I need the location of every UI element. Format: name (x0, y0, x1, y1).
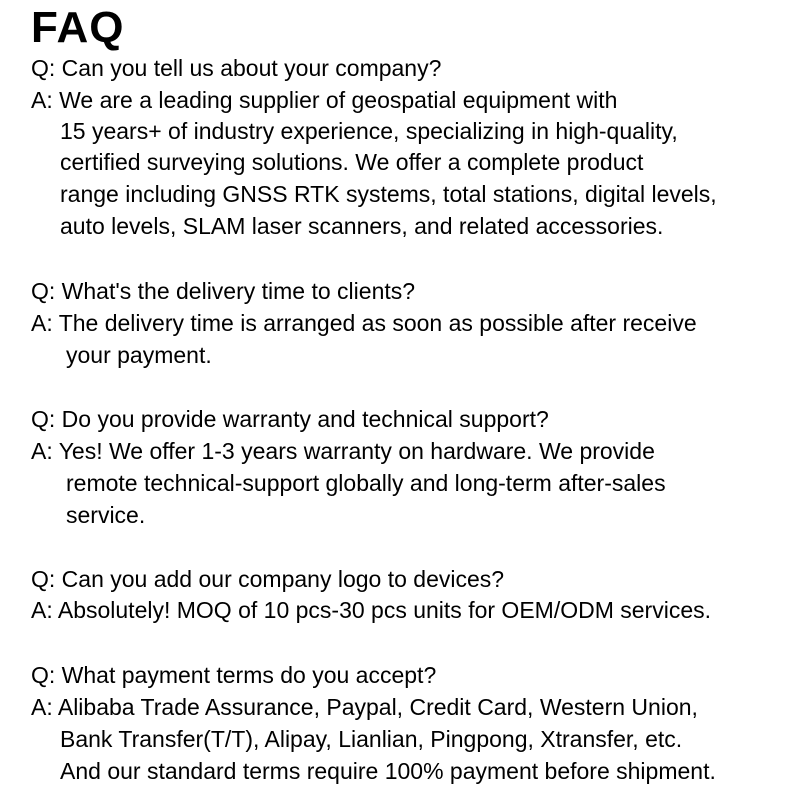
faq-answer-delivery-line: your payment. (66, 342, 212, 368)
faq-answer-delivery-line: A: The delivery time is arranged as soon as possible after receive (31, 310, 697, 336)
faq-question-logo: Q: Can you add our company logo to devices? (31, 566, 505, 592)
faq-answer-company-line: 15 years+ of industry experience, specializing in high-quality, (60, 118, 678, 144)
faq-answer-company-line: auto levels, SLAM laser scanners, and related accessories. (60, 213, 664, 239)
faq-question-company: Q: Can you tell us about your company? (31, 55, 442, 81)
faq-answer-warranty-line: service. (66, 502, 146, 528)
faq-answer-company-line: certified surveying solutions. We offer a complete product (60, 149, 644, 175)
faq-answer-warranty-line: A: Yes! We offer 1-3 years warranty on hardware. We provide (31, 438, 655, 464)
faq-answer-payment-line: A: Alibaba Trade Assurance, Paypal, Credit Card, Western Union, (31, 694, 698, 720)
faq-answer-warranty-line: remote technical-support globally and long-term after-sales (66, 470, 666, 496)
page-title: FAQ (31, 3, 125, 52)
faq-answer-company-line: A: We are a leading supplier of geospatial equipment with (31, 87, 618, 113)
faq-question-delivery: Q: What's the delivery time to clients? (31, 278, 416, 304)
faq-answer-payment-line: Bank Transfer(T/T), Alipay, Lianlian, Pingpong, Xtransfer, etc. (60, 726, 683, 752)
faq-answer-logo-line: A: Absolutely! MOQ of 10 pcs-30 pcs units for OEM/ODM services. (31, 597, 712, 623)
faq-question-warranty: Q: Do you provide warranty and technical support? (31, 406, 549, 432)
faq-question-payment: Q: What payment terms do you accept? (31, 662, 437, 688)
faq-answer-company-line: range including GNSS RTK systems, total stations, digital levels, (60, 181, 717, 207)
faq-answer-payment-line: And our standard terms require 100% payment before shipment. (60, 758, 716, 784)
